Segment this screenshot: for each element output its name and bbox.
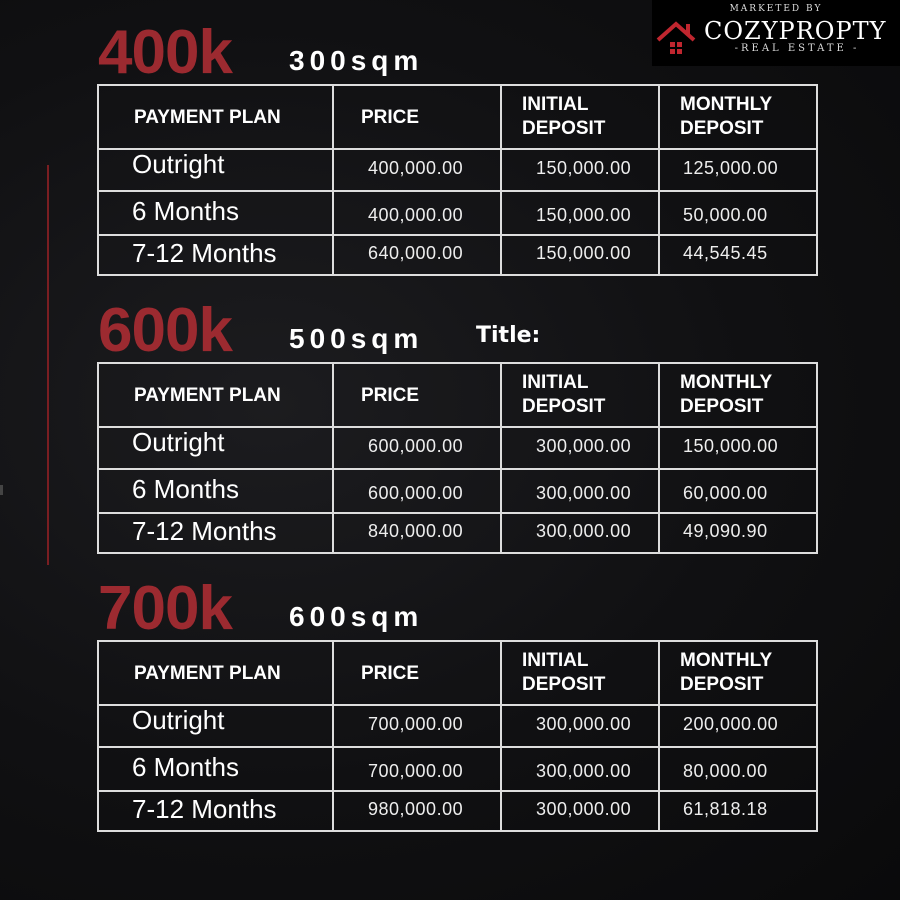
plan-cell: Outright bbox=[132, 427, 225, 457]
initial-deposit-cell: 300,000.00 bbox=[536, 714, 632, 734]
monthly-deposit-cell: 125,000.00 bbox=[683, 158, 779, 178]
header-payment-plan: PAYMENT PLAN bbox=[134, 107, 281, 128]
monthly-deposit-cell: 44,545.45 bbox=[683, 243, 768, 263]
plan-cell: Outright bbox=[132, 149, 225, 179]
table-row bbox=[99, 790, 816, 830]
table-row bbox=[99, 468, 816, 514]
plan-cell: 7-12 Months bbox=[132, 238, 277, 268]
title-label: Title: bbox=[476, 323, 541, 348]
price-cell: 700,000.00 bbox=[368, 761, 464, 781]
table-row bbox=[99, 148, 816, 192]
brand-logo bbox=[652, 0, 900, 66]
plan-cell: 7-12 Months bbox=[132, 516, 277, 546]
header-payment-plan: PAYMENT PLAN bbox=[134, 663, 281, 684]
plan-cell: 6 Months bbox=[132, 752, 239, 782]
header-monthly-deposit: MONTHLY DEPOSIT bbox=[680, 94, 772, 139]
initial-deposit-cell: 300,000.00 bbox=[536, 761, 632, 781]
monthly-deposit-cell: 150,000.00 bbox=[683, 436, 779, 456]
brand-tagline: -REAL ESTATE - bbox=[734, 43, 860, 54]
decorative-mark bbox=[0, 485, 3, 495]
price-cell: 840,000.00 bbox=[368, 521, 464, 541]
header-payment-plan: PAYMENT PLAN bbox=[134, 385, 281, 406]
monthly-deposit-cell: 60,000.00 bbox=[683, 483, 768, 503]
area-heading: 500sqm bbox=[289, 323, 424, 354]
table-row bbox=[99, 704, 816, 748]
price-cell: 640,000.00 bbox=[368, 243, 464, 263]
initial-deposit-cell: 150,000.00 bbox=[536, 158, 632, 178]
plan-cell: Outright bbox=[132, 705, 225, 735]
monthly-deposit-cell: 200,000.00 bbox=[683, 714, 779, 734]
table-row bbox=[99, 746, 816, 792]
monthly-deposit-cell: 61,818.18 bbox=[683, 799, 768, 819]
payment-plan-table bbox=[97, 362, 818, 554]
header-initial-deposit: INITIAL DEPOSIT bbox=[522, 94, 606, 139]
initial-deposit-cell: 150,000.00 bbox=[536, 243, 632, 263]
header-monthly-deposit: MONTHLY DEPOSIT bbox=[680, 650, 772, 695]
plan-cell: 6 Months bbox=[132, 196, 239, 226]
brand-name: COZYPROPTY bbox=[704, 17, 887, 45]
table-row bbox=[99, 426, 816, 470]
price-cell: 600,000.00 bbox=[368, 436, 464, 456]
header-initial-deposit: INITIAL DEPOSIT bbox=[522, 372, 606, 417]
monthly-deposit-cell: 50,000.00 bbox=[683, 205, 768, 225]
payment-plan-table bbox=[97, 640, 818, 832]
table-row bbox=[99, 190, 816, 236]
price-heading: 600k bbox=[98, 296, 232, 365]
plan-cell: 6 Months bbox=[132, 474, 239, 504]
table-row bbox=[99, 512, 816, 552]
price-heading: 700k bbox=[98, 574, 232, 643]
header-price: PRICE bbox=[361, 385, 420, 406]
house-icon bbox=[656, 18, 700, 58]
area-heading: 600sqm bbox=[289, 601, 424, 632]
header-price: PRICE bbox=[361, 663, 420, 684]
initial-deposit-cell: 300,000.00 bbox=[536, 436, 632, 456]
decorative-line bbox=[47, 165, 49, 565]
price-cell: 980,000.00 bbox=[368, 799, 464, 819]
marketed-by-label: MARKETED BY bbox=[729, 4, 823, 14]
table-header-row bbox=[99, 364, 816, 428]
price-cell: 700,000.00 bbox=[368, 714, 464, 734]
price-cell: 600,000.00 bbox=[368, 483, 464, 503]
payment-plan-table bbox=[97, 84, 818, 276]
initial-deposit-cell: 300,000.00 bbox=[536, 799, 632, 819]
header-price: PRICE bbox=[361, 107, 420, 128]
initial-deposit-cell: 150,000.00 bbox=[536, 205, 632, 225]
plan-cell: 7-12 Months bbox=[132, 794, 277, 824]
table-header-row bbox=[99, 642, 816, 706]
header-initial-deposit: INITIAL DEPOSIT bbox=[522, 650, 606, 695]
table-row bbox=[99, 234, 816, 274]
monthly-deposit-cell: 80,000.00 bbox=[683, 761, 768, 781]
price-cell: 400,000.00 bbox=[368, 158, 464, 178]
area-heading: 300sqm bbox=[289, 45, 424, 76]
initial-deposit-cell: 300,000.00 bbox=[536, 521, 632, 541]
price-cell: 400,000.00 bbox=[368, 205, 464, 225]
initial-deposit-cell: 300,000.00 bbox=[536, 483, 632, 503]
monthly-deposit-cell: 49,090.90 bbox=[683, 521, 768, 541]
price-heading: 400k bbox=[98, 18, 232, 87]
table-header-row bbox=[99, 86, 816, 150]
header-monthly-deposit: MONTHLY DEPOSIT bbox=[680, 372, 772, 417]
